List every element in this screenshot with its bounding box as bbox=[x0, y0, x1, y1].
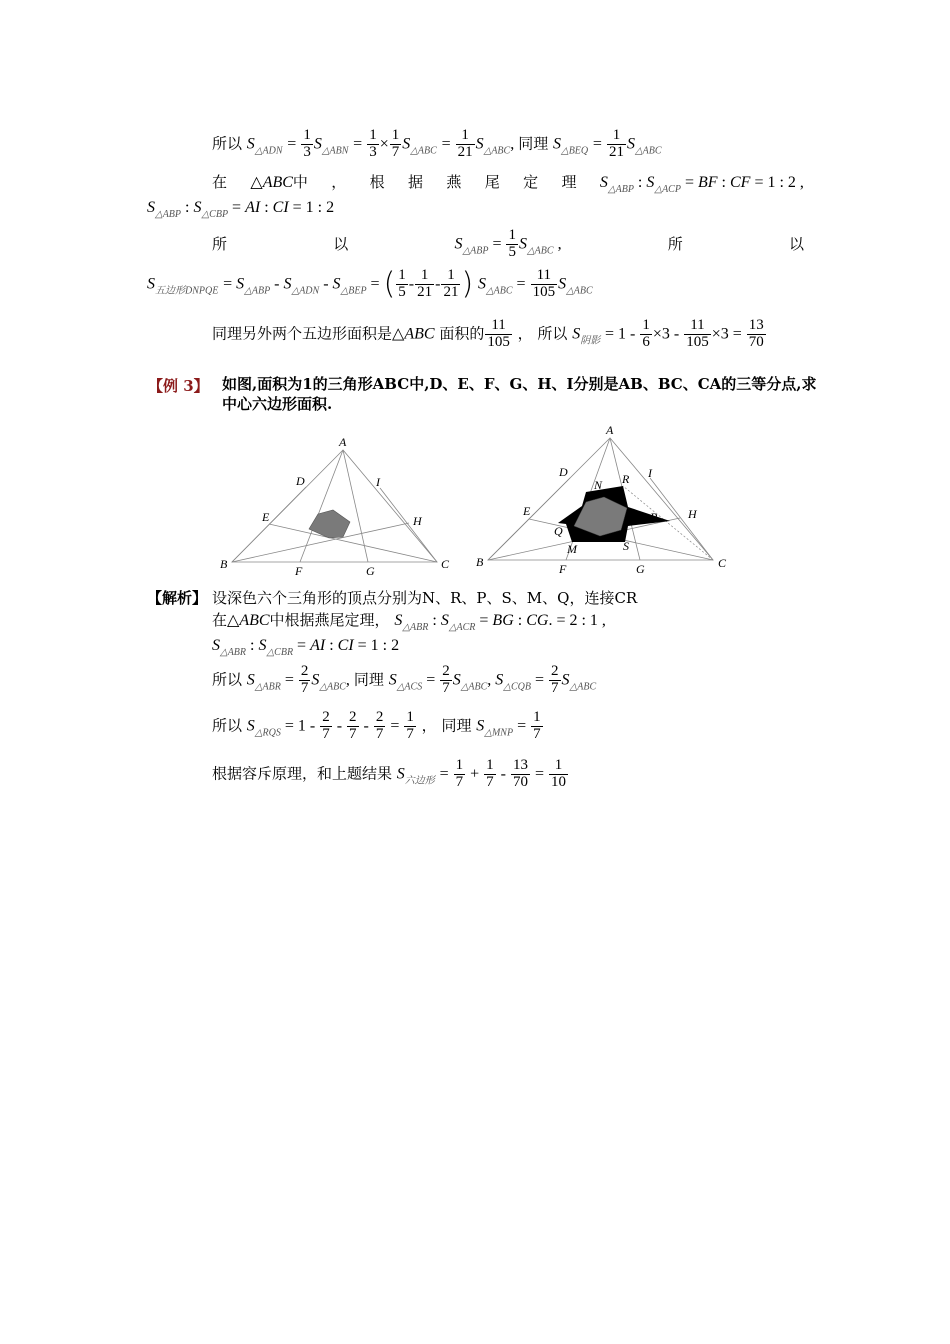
svg-text:P: P bbox=[650, 510, 658, 524]
svg-text:S: S bbox=[623, 539, 629, 553]
svg-text:C: C bbox=[441, 557, 450, 571]
example-text-line1: 如图,面积为1的三角形ABC中,D、E、F、G、H、I分别是AB、BC、CA的三等分点,求 bbox=[222, 375, 817, 393]
formula-line-5: $S_{五边形DNPQE} = S_{\triangle ABP} - S_{\triangle ADN} - S_{\triangle BEP}$ = ( $\frac{1}{5}$ - $\frac{1}{21}$ - $\frac{1}{21}$ ) $S_{\triangle ABC}$ = $\frac{11}{105}$ $S_{\triangle ABC}$ bbox=[147, 266, 593, 302]
svg-text:H: H bbox=[413, 514, 422, 528]
svg-text:G: G bbox=[366, 564, 375, 578]
formula-line-1: 所以 $S_{\triangle ADN}$ = $\frac{1}{3}$ $S_{\triangle ABN}$ = $\frac{1}{3}$ × $\frac{1}{7}$ $S_{\triangle ABC}$ = $\frac{1}{21}$ $S_{\triangle ABC}$, 同理 $S_{\triangle BEQ}$ = $\frac{1}{21}$ $S_{\triangle ABC}$ bbox=[212, 127, 662, 160]
figure-2-triangle bbox=[470, 420, 740, 580]
formula-line-2: 在 △ABC中 ， 根 据 燕 尾 定 理 $S_{\triangle ABP}$ : $S_{\triangle ACP}$ = BF : CF = 1 : 2 , bbox=[212, 173, 804, 195]
svg-text:M: M bbox=[567, 542, 577, 556]
center-hexagon bbox=[309, 510, 350, 538]
svg-text:H: H bbox=[688, 507, 697, 521]
analysis-line-4: 所以 $S_{\triangle ABR}$ = $\frac{2}{7}$ $S_{\triangle ABC}$, 同理 $S_{\triangle ACS}$ = $\frac{2}{7}$ $S_{\triangle ABC}$, $S_{\triangle CQB}$ = $\frac{2}{7}$ $S_{\triangle ABC}$ bbox=[212, 663, 597, 696]
svg-text:E: E bbox=[523, 504, 531, 518]
example-label: 【例 3】 bbox=[148, 377, 209, 395]
svg-text:Q: Q bbox=[554, 524, 563, 538]
svg-text:B: B bbox=[220, 557, 228, 571]
svg-text:E: E bbox=[262, 510, 270, 524]
svg-text:F: F bbox=[559, 562, 567, 576]
svg-text:F: F bbox=[295, 564, 303, 578]
svg-text:C: C bbox=[718, 556, 727, 570]
analysis-line-2: 在△ABC中根据燕尾定理， $S_{\triangle ABR}$ : $S_{\triangle ACR}$ = BG : CG. = 2 : 1 , bbox=[212, 611, 606, 633]
analysis-label: 【解析】 bbox=[147, 589, 208, 607]
analysis-line-3: $S_{\triangle ABR}$ : $S_{\triangle CBR}$ = AI : CI = 1 : 2 bbox=[212, 637, 400, 658]
svg-text:I: I bbox=[376, 475, 380, 489]
svg-text:B: B bbox=[476, 555, 484, 569]
analysis-line-1: 设深色六个三角形的顶点分别为N、R、P、S、M、Q，连接CR bbox=[212, 589, 638, 607]
svg-text:G: G bbox=[636, 562, 645, 576]
formula-line-3: $S_{\triangle ABP}$ : $S_{\triangle CBP}$ = AI : CI = 1 : 2 bbox=[147, 199, 335, 220]
svg-text:A: A bbox=[339, 435, 347, 449]
analysis-line-5: 所以 $S_{\triangle RQS} = 1$ - $\frac{2}{7}$ - $\frac{2}{7}$ - $\frac{2}{7}$ = $\frac{1}{7}$ ， 同理 $S_{\triangle MNP}$ = $\frac{1}{7}$ bbox=[212, 709, 541, 742]
example-text-line2: 中心六边形面积. bbox=[222, 395, 333, 413]
svg-text:R: R bbox=[622, 472, 630, 486]
formula-line-4: 所 以 $S_{\triangle ABP}$ = $\frac{1}{5}$ $S_{\triangle ABC}$ , 所 以 bbox=[212, 227, 804, 260]
svg-text:A: A bbox=[606, 423, 614, 437]
figure-1-triangle bbox=[210, 430, 460, 580]
svg-text:I: I bbox=[648, 466, 652, 480]
svg-text:D: D bbox=[296, 474, 305, 488]
formula-line-6: 同理另外两个五边形面积是△ABC 面积的 $\frac{11}{105}$ ， 所以 $S_{阴影} = 1$ - $\frac{1}{6}$ ×3 - $\frac{11}{105}$ ×3 = $\frac{13}{70}$ bbox=[212, 317, 764, 350]
analysis-line-6: 根据容斥原理，和上题结果 $S_{六边形}$ = $\frac{1}{7}$ + $\frac{1}{7}$ - $\frac{13}{70}$ = $\frac{1}{10}$ bbox=[212, 757, 566, 790]
svg-text:D: D bbox=[559, 465, 568, 479]
svg-text:N: N bbox=[594, 478, 603, 492]
